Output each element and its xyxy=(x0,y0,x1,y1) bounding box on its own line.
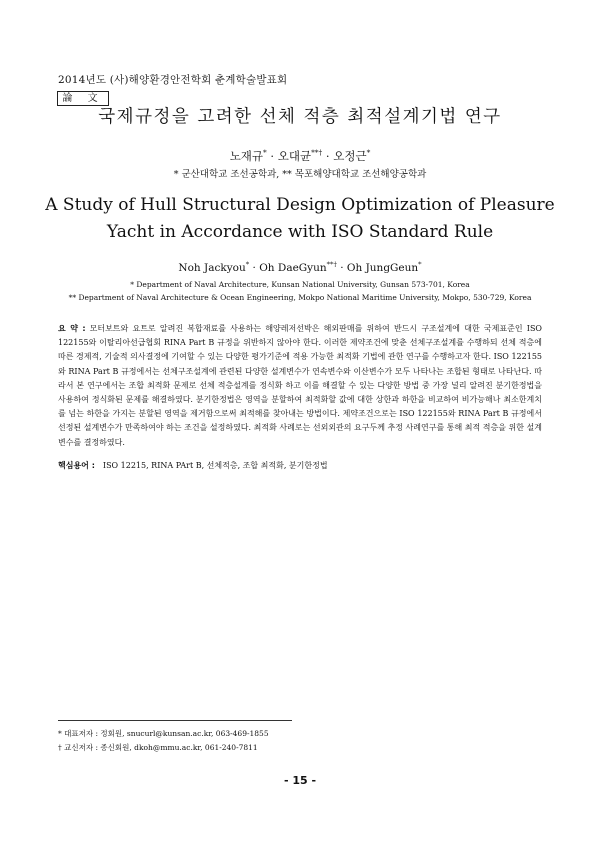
author-mark: * xyxy=(263,148,267,158)
author-name: Oh DaeGyun xyxy=(259,262,327,274)
korean-authors xyxy=(0,148,600,164)
abstract-label: 요 약 : xyxy=(58,324,86,333)
author-mark: * xyxy=(245,260,250,269)
author-name: 오대균 xyxy=(277,149,312,163)
abstract xyxy=(58,322,542,450)
author-mark: **† xyxy=(326,260,337,269)
author-separator: · xyxy=(322,149,334,163)
author-mark: * xyxy=(418,260,422,269)
author-separator: · xyxy=(336,262,347,274)
english-title: A Study of Hull Structural Design Optimization of Pleasure Yacht in Accordance with ISO Standard Rule xyxy=(45,195,555,242)
author-name: 노재규 xyxy=(229,149,264,163)
author-separator: · xyxy=(266,149,278,163)
author-separator: · xyxy=(249,262,260,274)
keywords-label: 핵심용어 : xyxy=(58,461,95,470)
author-name: Noh Jackyou xyxy=(178,262,246,274)
author-name: Oh JungGeun xyxy=(346,262,419,274)
article-type-tag: 論 文 xyxy=(57,91,109,106)
page-number: - 15 - xyxy=(283,774,317,787)
footnote-corresponding-author: * 대표저자 : 정회원, snucurl@kunsan.ac.kr, 063-469-1855 xyxy=(58,729,269,738)
author-mark: * xyxy=(366,148,371,158)
keywords xyxy=(58,460,328,471)
conference-header: 2014년도 (사)해양환경안전학회 춘계학술발표회 xyxy=(58,74,288,86)
keywords-text: ISO 12215, RINA PArt B, 선체적층, 조합 최적화, 분기한정법 xyxy=(102,461,328,470)
english-authors xyxy=(0,262,600,274)
english-affiliation-2: ** Department of Naval Architecture & Ocean Engineering, Mokpo National Maritime University, Mokpo, 530-729, Korea xyxy=(68,293,532,302)
abstract-text: 모터보트와 요트로 알려진 복합재료를 사용하는 해양레저선박은 해외판매를 위하여 반드시 구조설계에 대한 국제표준인 ISO 122155와 이탈리아선급협회 RINA Part B 규정을 위반하지 않아야 한다. 이러한 제약조건에 맞춘 선체구조설계를 수행하되 선체 적층에 따른 경제적, 기술적 의사결정에 기여할 수 있는 다양한 평가기준에 적용 가능한 최적화 기법에 관한 연구를 수행하고자 한다. ISO 122155와 RINA Part B 규정에서는 선체구조설계에 관련된 다양한 설계변수가 연속변수와 이산변수가 모두 나타나는 조합된 형태로 나타난다. 따라서 본 연구에서는 조합 최적화 문제로 선체 적층설계를 정식화 하고 이를 해결할 수 있는 다양한 방법 중 가장 널리 알려진 분기한정법을 사용하여 정식화된 문제를 해결하였다. 분기한정법은 영역을 분할하여 최적화할 값에 대한 상한과 하한을 비교하여 비가능해나 최소한계치를 넘는 하한을 가지는 분할된 영역을 제거함으로써 최적해를 찾아내는 방법이다. 제약조건으로는 ISO 122155와 RINA Part B 규정에서 선정된 설계변수가 만족하여야 하는 조건을 설정하였다. 최적화 사례로는 선외외관의 요구두께 추정 사례연구를 통해 최적 적층을 위한 설계 변수를 결정하였다. xyxy=(58,324,542,447)
footnote-correspondence: † 교신저자 : 종신회원, dkoh@mmu.ac.kr, 061-240-7811 xyxy=(58,743,258,752)
korean-affiliation: * 군산대학교 조선공학과, ** 목포해양대학교 조선해양공학과 xyxy=(173,169,427,180)
korean-title: 국제규정을 고려한 선체 적층 최적설계기법 연구 xyxy=(98,107,502,127)
footnote-divider xyxy=(58,720,292,721)
author-mark: **† xyxy=(311,148,323,158)
english-affiliation-1: * Department of Naval Architecture, Kunsan National University, Gunsan 573-701, Korea xyxy=(130,280,470,289)
author-name: 오정근 xyxy=(333,149,367,163)
